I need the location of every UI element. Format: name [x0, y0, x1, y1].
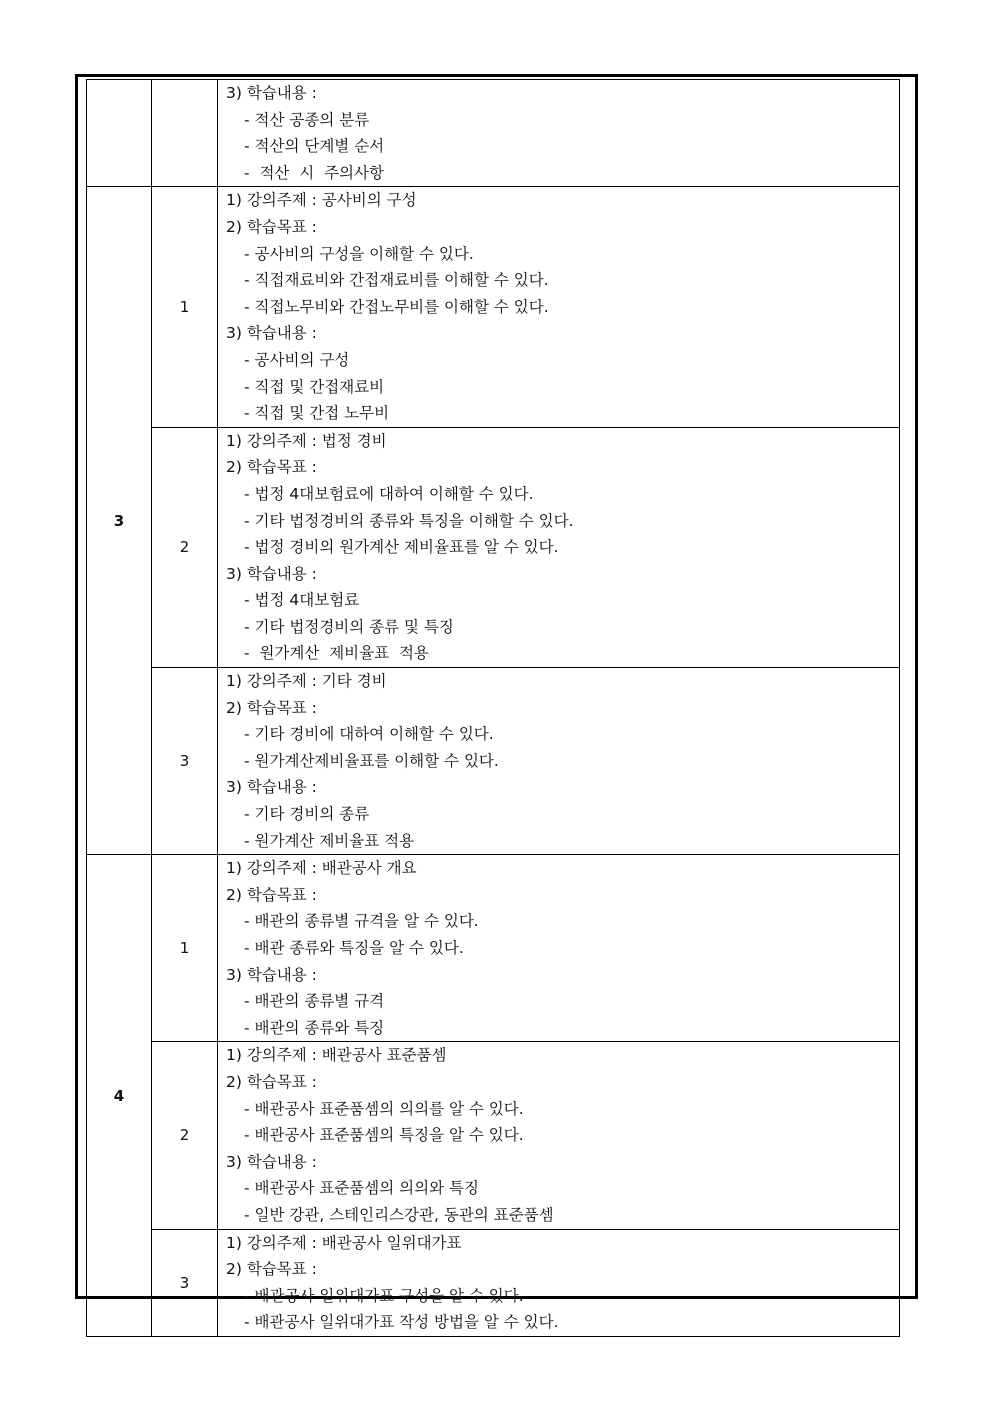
- content-item: - 원가계산 제비율표 적용: [244, 831, 415, 850]
- content-heading: 1) 강의주제 : 기타 경비: [226, 672, 387, 691]
- content-item: - 배관 종류와 특징을 알 수 있다.: [244, 939, 464, 957]
- content-item: - 기타 경비에 대하여 이해할 수 있다.: [244, 725, 494, 744]
- content-item: - 원가계산제비율표를 이해할 수 있다.: [244, 751, 499, 770]
- content-heading: 1) 강의주제 : 배관공사 일위대가표: [226, 1233, 462, 1252]
- content-cell: [218, 668, 900, 855]
- content-item: - 법정 경비의 원가계산 제비율표를 알 수 있다.: [244, 538, 559, 557]
- content-cell: [218, 1042, 900, 1229]
- content-item: - 배관공사 일위대가표 작성 방법을 알 수 있다.: [244, 1313, 559, 1332]
- content-item: - 배관의 종류별 규격: [244, 992, 385, 1011]
- content-heading: 1) 강의주제 : 배관공사 개요: [226, 859, 417, 878]
- content-item: - 배관의 종류와 특징: [244, 1018, 385, 1037]
- session-cell: 1: [152, 855, 218, 1042]
- table-row: [87, 1042, 900, 1229]
- session-cell: 3: [152, 1229, 218, 1336]
- content-item: - 원가계산 제비율표 적용: [244, 644, 429, 663]
- content-cell: [218, 1229, 900, 1336]
- table-row: [87, 187, 900, 427]
- session-cell: 1: [152, 187, 218, 427]
- content-item: - 배관공사 표준품셈의 의의와 특징: [244, 1179, 479, 1198]
- content-item: - 적산 시 주의사항: [244, 163, 384, 182]
- content-cell: [218, 427, 900, 667]
- content-item: - 배관공사 표준품셈의 특징을 알 수 있다.: [244, 1126, 524, 1145]
- content-cell: [218, 187, 900, 427]
- content-item: - 직접 및 간접 노무비: [244, 404, 390, 423]
- content-item: - 일반 강관, 스테인리스강관, 동관의 표준품셈: [244, 1205, 554, 1224]
- content-item: - 기타 경비의 종류: [244, 805, 370, 824]
- content-heading: 1) 강의주제 : 공사비의 구성: [226, 191, 417, 210]
- content-heading: 1) 강의주제 : 배관공사 표준품셈: [226, 1046, 447, 1065]
- content-item: - 배관공사 일위대가표 구성을 알 수 있다.: [244, 1286, 524, 1305]
- content-item: - 법정 4대보험료: [244, 591, 360, 610]
- content-heading: 3) 학습내용 :: [226, 778, 317, 797]
- session-cell: [152, 80, 218, 187]
- content-item: - 법정 4대보험료에 대하여 이해할 수 있다.: [244, 484, 534, 503]
- content-item: - 기타 법정경비의 종류 및 특징: [244, 617, 454, 636]
- content-heading: 2) 학습목표 :: [226, 1260, 317, 1279]
- session-cell: 3: [152, 668, 218, 855]
- content-item: - 직접 및 간접재료비: [244, 377, 385, 396]
- content-heading: 2) 학습목표 :: [226, 698, 317, 717]
- table-row: [87, 80, 900, 187]
- content-item: - 직접재료비와 간접재료비를 이해할 수 있다.: [244, 271, 549, 290]
- table-row: [87, 668, 900, 855]
- content-heading: 2) 학습목표 :: [226, 217, 317, 236]
- content-heading: 3) 학습내용 :: [226, 84, 317, 102]
- content-heading: 3) 학습내용 :: [226, 564, 317, 583]
- content-cell: [218, 80, 900, 187]
- content-heading: 3) 학습내용 :: [226, 1152, 317, 1171]
- week-cell: 4: [87, 855, 152, 1337]
- session-cell: 2: [152, 1042, 218, 1229]
- table-row: [87, 855, 900, 1042]
- content-item: - 적산 공종의 분류: [244, 110, 370, 129]
- content-heading: 2) 학습목표 :: [226, 458, 317, 477]
- content-heading: 2) 학습목표 :: [226, 885, 317, 904]
- session-cell: 2: [152, 427, 218, 667]
- week-cell: [87, 80, 152, 187]
- content-item: - 배관공사 표준품셈의 의의를 알 수 있다.: [244, 1099, 524, 1118]
- content-item: - 기타 법정경비의 종류와 특징을 이해할 수 있다.: [244, 511, 574, 530]
- content-heading: 3) 학습내용 :: [226, 324, 317, 343]
- week-cell: 3: [87, 187, 152, 855]
- content-cell: [218, 855, 900, 1042]
- content-heading: 3) 학습내용 :: [226, 965, 317, 984]
- content-item: - 적산의 단계별 순서: [244, 137, 385, 156]
- content-item: - 직접노무비와 간접노무비를 이해할 수 있다.: [244, 297, 549, 316]
- content-heading: 1) 강의주제 : 법정 경비: [226, 431, 387, 450]
- syllabus-table: [86, 79, 900, 1337]
- content-heading: 2) 학습목표 :: [226, 1072, 317, 1091]
- content-item: - 공사비의 구성: [244, 350, 350, 369]
- content-item: - 배관의 종류별 규격을 알 수 있다.: [244, 912, 479, 931]
- table-row: [87, 427, 900, 667]
- table-row: [87, 1229, 900, 1336]
- content-item: - 공사비의 구성을 이해할 수 있다.: [244, 244, 474, 263]
